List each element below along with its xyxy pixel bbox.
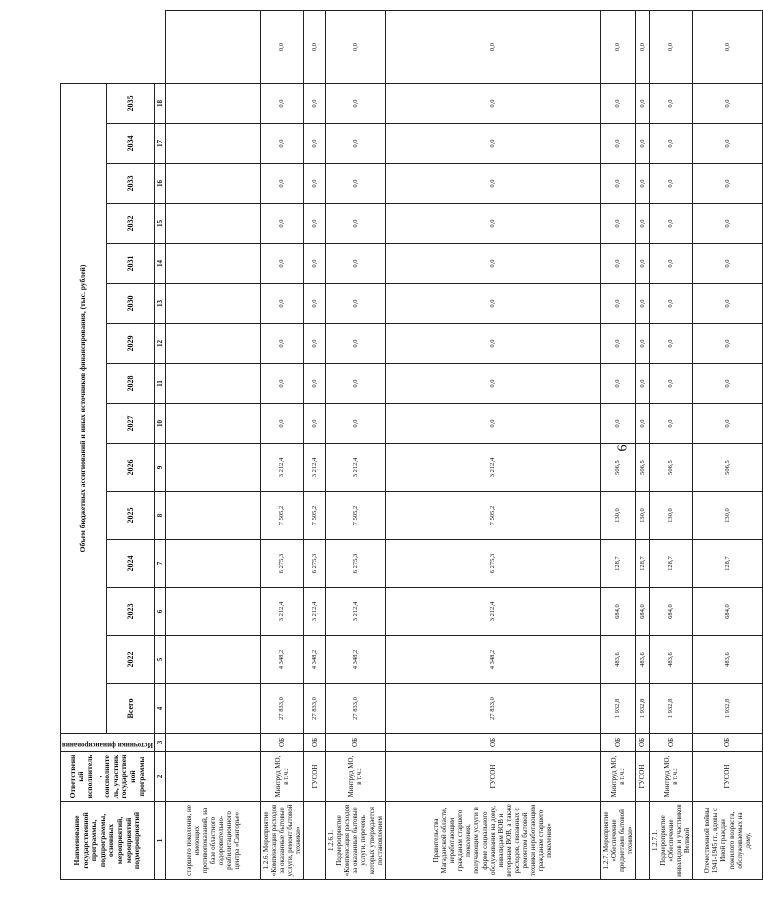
row-value-cell: 27 833,0	[326, 684, 385, 734]
header-total: Всего	[106, 684, 154, 734]
row-value-cell: 684,0	[693, 588, 763, 636]
row-value-cell: 6 275,3	[326, 540, 385, 588]
header-year: 2025	[106, 492, 154, 540]
row-value-cell	[166, 284, 261, 324]
index-cell: 7	[154, 540, 165, 588]
row-responsible-cell: ГУСОН	[635, 752, 649, 802]
row-value-cell: 0,0	[304, 204, 326, 244]
row-value-cell: 506,5	[649, 444, 692, 492]
row-value-cell	[166, 588, 261, 636]
row-value-cell: 0,0	[600, 324, 635, 364]
row-responsible-cell: Минтруд МО, в т.ч.:	[649, 752, 692, 802]
row-name-cell: Отечественной войны 1941-1945 гг., вдовы с Иной граждан пожилого возраста, обслуживаемых на дому,	[693, 802, 763, 880]
index-cell: 11	[154, 364, 165, 404]
row-value-cell: 7 505,2	[304, 492, 326, 540]
row-value-cell	[166, 324, 261, 364]
row-value-cell: 0,0	[600, 11, 635, 84]
row-value-cell: 0,0	[693, 324, 763, 364]
index-cell: 15	[154, 204, 165, 244]
row-value-cell: 0,0	[326, 284, 385, 324]
row-value-cell	[166, 404, 261, 444]
row-value-cell: 0,0	[385, 364, 600, 404]
row-value-cell: 0,0	[304, 84, 326, 124]
row-value-cell: 7 505,2	[385, 492, 600, 540]
row-value-cell: 0,0	[326, 11, 385, 84]
header-source-text: Источники финансирования	[62, 741, 153, 749]
index-cell: 8	[154, 492, 165, 540]
row-value-cell: 0,0	[304, 244, 326, 284]
rotated-table-wrapper	[60, 10, 752, 880]
row-name-cell: 1.2.7. Мероприятие «Обеспечение предметами бытовой техники»	[600, 802, 635, 880]
row-source-cell: ОБ	[635, 734, 649, 752]
table-row	[649, 11, 692, 880]
row-value-cell: 4 348,2	[304, 636, 326, 684]
index-cell: 5	[154, 636, 165, 684]
row-value-cell: 684,0	[600, 588, 635, 636]
row-value-cell: 483,6	[649, 636, 692, 684]
row-source-cell: ОБ	[261, 734, 304, 752]
row-value-cell: 7 505,2	[261, 492, 304, 540]
row-value-cell	[166, 244, 261, 284]
index-cell: 13	[154, 284, 165, 324]
table-row	[693, 11, 763, 880]
row-value-cell: 0,0	[600, 244, 635, 284]
row-value-cell: 0,0	[600, 284, 635, 324]
row-value-cell: 1 932,8	[693, 684, 763, 734]
row-value-cell: 4 348,2	[261, 636, 304, 684]
row-value-cell: 3 212,4	[261, 588, 304, 636]
row-value-cell: 128,7	[635, 540, 649, 588]
row-value-cell: 0,0	[261, 244, 304, 284]
row-value-cell: 0,0	[261, 364, 304, 404]
header-name: Наименование государственной программы, подпрограммы, основных мероприятий, мероприятий подмероприятий	[61, 802, 155, 880]
index-cell: 3	[154, 734, 165, 752]
row-value-cell: 0,0	[385, 404, 600, 444]
row-value-cell: 483,6	[600, 636, 635, 684]
row-value-cell: 3 212,4	[326, 588, 385, 636]
header-year: 2026	[106, 444, 154, 492]
row-value-cell: 0,0	[649, 164, 692, 204]
row-value-cell: 483,6	[693, 636, 763, 684]
row-value-cell: 506,5	[693, 444, 763, 492]
row-value-cell	[166, 444, 261, 492]
row-value-cell: 0,0	[600, 364, 635, 404]
row-value-cell: 4 348,2	[385, 636, 600, 684]
row-value-cell: 506,5	[635, 444, 649, 492]
row-value-cell: 0,0	[600, 84, 635, 124]
row-value-cell: 0,0	[600, 124, 635, 164]
row-value-cell: 1 932,8	[649, 684, 692, 734]
row-value-cell: 0,0	[635, 11, 649, 84]
row-value-cell: 0,0	[304, 164, 326, 204]
row-value-cell	[166, 11, 261, 84]
index-row	[154, 11, 165, 880]
row-name-cell	[304, 802, 326, 880]
row-responsible-cell: Минтруд МО, в т.ч.:	[261, 752, 304, 802]
row-value-cell: 0,0	[326, 244, 385, 284]
header-volume: Объем бюджетных ассигнований и иных источников финансирования, (тыс. рублей)	[61, 84, 107, 734]
row-value-cell: 7 505,2	[326, 492, 385, 540]
row-value-cell	[166, 364, 261, 404]
row-value-cell	[166, 492, 261, 540]
row-value-cell: 684,0	[649, 588, 692, 636]
row-value-cell: 0,0	[649, 84, 692, 124]
row-value-cell: 0,0	[261, 324, 304, 364]
row-value-cell: 0,0	[600, 404, 635, 444]
row-value-cell: 0,0	[385, 11, 600, 84]
row-value-cell: 0,0	[385, 284, 600, 324]
index-cell: 10	[154, 404, 165, 444]
index-cell: 9	[154, 444, 165, 492]
row-value-cell: 3 212,4	[261, 444, 304, 492]
header-year: 2035	[106, 84, 154, 124]
row-source-cell: ОБ	[600, 734, 635, 752]
row-value-cell: 0,0	[649, 244, 692, 284]
row-value-cell: 0,0	[385, 164, 600, 204]
row-value-cell	[166, 204, 261, 244]
row-responsible-cell: Минтруд МО, в т.ч.:	[600, 752, 635, 802]
row-value-cell: 0,0	[304, 284, 326, 324]
row-responsible-cell: ГУСОН	[304, 752, 326, 802]
row-value-cell: 0,0	[693, 204, 763, 244]
row-value-cell: 3 212,4	[326, 444, 385, 492]
row-value-cell: 3 212,4	[304, 588, 326, 636]
row-value-cell: 0,0	[326, 364, 385, 404]
header-year: 2029	[106, 324, 154, 364]
row-value-cell: 1 932,8	[600, 684, 635, 734]
row-value-cell: 0,0	[635, 364, 649, 404]
row-value-cell	[166, 636, 261, 684]
row-value-cell: 483,6	[635, 636, 649, 684]
row-value-cell: 0,0	[326, 124, 385, 164]
header-source	[61, 734, 155, 752]
row-value-cell: 0,0	[693, 84, 763, 124]
row-source-cell: ОБ	[304, 734, 326, 752]
row-source-cell	[166, 734, 261, 752]
header-year: 2034	[106, 124, 154, 164]
row-value-cell: 0,0	[635, 284, 649, 324]
row-value-cell: 684,0	[635, 588, 649, 636]
row-value-cell: 0,0	[385, 324, 600, 364]
row-value-cell: 0,0	[635, 164, 649, 204]
row-name-cell: 1.2.7.1. Подмероприятие «Обеспечение инвалидов и участников Великой	[649, 802, 692, 880]
index-cell: 18	[154, 84, 165, 124]
row-value-cell: 0,0	[385, 244, 600, 284]
row-value-cell: 0,0	[693, 164, 763, 204]
row-value-cell: 6 275,3	[304, 540, 326, 588]
row-value-cell	[166, 164, 261, 204]
row-source-cell: ОБ	[326, 734, 385, 752]
budget-table	[60, 10, 763, 880]
index-cell: 1	[154, 802, 165, 880]
row-value-cell: 0,0	[693, 124, 763, 164]
row-responsible-cell: Минтруд МО, в т.ч.:	[326, 752, 385, 802]
row-value-cell: 1 932,8	[635, 684, 649, 734]
header-year: 2030	[106, 284, 154, 324]
row-value-cell: 128,7	[649, 540, 692, 588]
row-value-cell: 0,0	[649, 11, 692, 84]
header-year: 2031	[106, 244, 154, 284]
table-row	[326, 11, 385, 880]
row-value-cell: 0,0	[635, 84, 649, 124]
table-row	[600, 11, 635, 880]
row-source-cell: ОБ	[649, 734, 692, 752]
row-value-cell: 0,0	[693, 284, 763, 324]
row-value-cell: 0,0	[326, 324, 385, 364]
header-year: 2023	[106, 588, 154, 636]
row-value-cell: 0,0	[326, 164, 385, 204]
row-value-cell: 0,0	[693, 244, 763, 284]
index-cell: 14	[154, 244, 165, 284]
row-value-cell: 0,0	[304, 124, 326, 164]
index-cell: 6	[154, 588, 165, 636]
row-value-cell: 130,0	[635, 492, 649, 540]
row-value-cell: 0,0	[385, 204, 600, 244]
index-cell: 4	[154, 684, 165, 734]
row-value-cell: 0,0	[385, 124, 600, 164]
row-value-cell: 0,0	[649, 404, 692, 444]
row-value-cell: 27 833,0	[385, 684, 600, 734]
row-value-cell: 130,0	[693, 492, 763, 540]
row-value-cell: 0,0	[693, 11, 763, 84]
row-value-cell: 0,0	[649, 124, 692, 164]
row-responsible-cell: ГУСОН	[385, 752, 600, 802]
row-value-cell: 0,0	[304, 11, 326, 84]
row-value-cell: 0,0	[693, 404, 763, 444]
row-value-cell: 0,0	[385, 84, 600, 124]
index-cell: 2	[154, 752, 165, 802]
row-value-cell: 506,5	[600, 444, 635, 492]
row-value-cell: 0,0	[600, 164, 635, 204]
row-value-cell: 0,0	[649, 324, 692, 364]
row-value-cell: 128,7	[693, 540, 763, 588]
row-value-cell: 0,0	[304, 404, 326, 444]
header-year: 2027	[106, 404, 154, 444]
row-value-cell: 0,0	[304, 364, 326, 404]
row-responsible-cell	[166, 752, 261, 802]
row-responsible-cell: ГУСОН	[693, 752, 763, 802]
header-year: 2028	[106, 364, 154, 404]
row-value-cell: 6 275,3	[385, 540, 600, 588]
header-responsible: Ответственный исполнитель, соисполнитель, участник государственной программы	[61, 752, 155, 802]
table-row	[304, 11, 326, 880]
row-value-cell	[166, 124, 261, 164]
row-value-cell: 130,0	[600, 492, 635, 540]
row-name-cell	[635, 802, 649, 880]
row-value-cell: 0,0	[326, 404, 385, 444]
row-value-cell: 0,0	[261, 84, 304, 124]
table-row	[166, 11, 261, 880]
row-value-cell: 6 275,3	[261, 540, 304, 588]
row-value-cell: 0,0	[635, 204, 649, 244]
page-number: 6	[615, 444, 631, 452]
row-value-cell: 0,0	[304, 324, 326, 364]
row-value-cell: 3 212,4	[304, 444, 326, 492]
row-source-cell: ОБ	[693, 734, 763, 752]
row-value-cell: 0,0	[261, 404, 304, 444]
row-value-cell: 0,0	[326, 84, 385, 124]
row-value-cell: 0,0	[261, 124, 304, 164]
row-value-cell: 0,0	[261, 204, 304, 244]
row-value-cell: 128,7	[600, 540, 635, 588]
row-value-cell: 0,0	[649, 364, 692, 404]
row-value-cell: 0,0	[635, 324, 649, 364]
index-cell: 16	[154, 164, 165, 204]
header-year: 2033	[106, 164, 154, 204]
row-name-cell: 1.2.6.1. Подмероприятие «Компенсация расходов за оказанные бытовые услуги, перечень которых утверждается постановлением	[326, 802, 385, 880]
row-value-cell: 3 212,4	[385, 444, 600, 492]
row-value-cell: 130,0	[649, 492, 692, 540]
row-value-cell: 27 833,0	[261, 684, 304, 734]
row-value-cell: 3 212,4	[385, 588, 600, 636]
row-value-cell: 0,0	[649, 284, 692, 324]
table-row	[261, 11, 304, 880]
header-year: 2032	[106, 204, 154, 244]
row-value-cell: 0,0	[261, 164, 304, 204]
row-value-cell: 0,0	[635, 404, 649, 444]
row-value-cell: 0,0	[693, 364, 763, 404]
row-value-cell: 0,0	[635, 124, 649, 164]
header-year: 2022	[106, 636, 154, 684]
row-value-cell: 0,0	[635, 244, 649, 284]
header-year: 2024	[106, 540, 154, 588]
row-value-cell: 0,0	[261, 11, 304, 84]
row-name-cell: 1.2.6. Мероприятие «Компенсация расходов за оказанные бытовые услуги, ремонт бытовой техники»	[261, 802, 304, 880]
table-row	[635, 11, 649, 880]
index-cell: 17	[154, 124, 165, 164]
table-row	[385, 11, 600, 880]
table-body	[166, 11, 763, 880]
row-value-cell: 0,0	[600, 204, 635, 244]
row-name-cell: Правительства Магаданской области, неработающим гражданам старшего поколения, получающим услуги в форме социального обслуживания на дому, инвалидам ВОВ и ветеранам ВОВ, а также расходов, связанных с ремонтом бытовой техники неработающим гражданам старшего поколения»	[385, 802, 600, 880]
row-value-cell: 0,0	[261, 284, 304, 324]
row-value-cell: 0,0	[649, 204, 692, 244]
row-value-cell	[166, 684, 261, 734]
row-value-cell	[166, 540, 261, 588]
index-cell: 12	[154, 324, 165, 364]
row-value-cell	[166, 84, 261, 124]
row-name-cell: старшего поколения, не имеющих противопоказаний, на базе областного оздоровительно-реабилитационного центра «Сингорье»	[166, 802, 261, 880]
row-value-cell: 4 348,2	[326, 636, 385, 684]
row-value-cell: 0,0	[326, 204, 385, 244]
row-value-cell: 27 833,0	[304, 684, 326, 734]
row-source-cell: ОБ	[385, 734, 600, 752]
